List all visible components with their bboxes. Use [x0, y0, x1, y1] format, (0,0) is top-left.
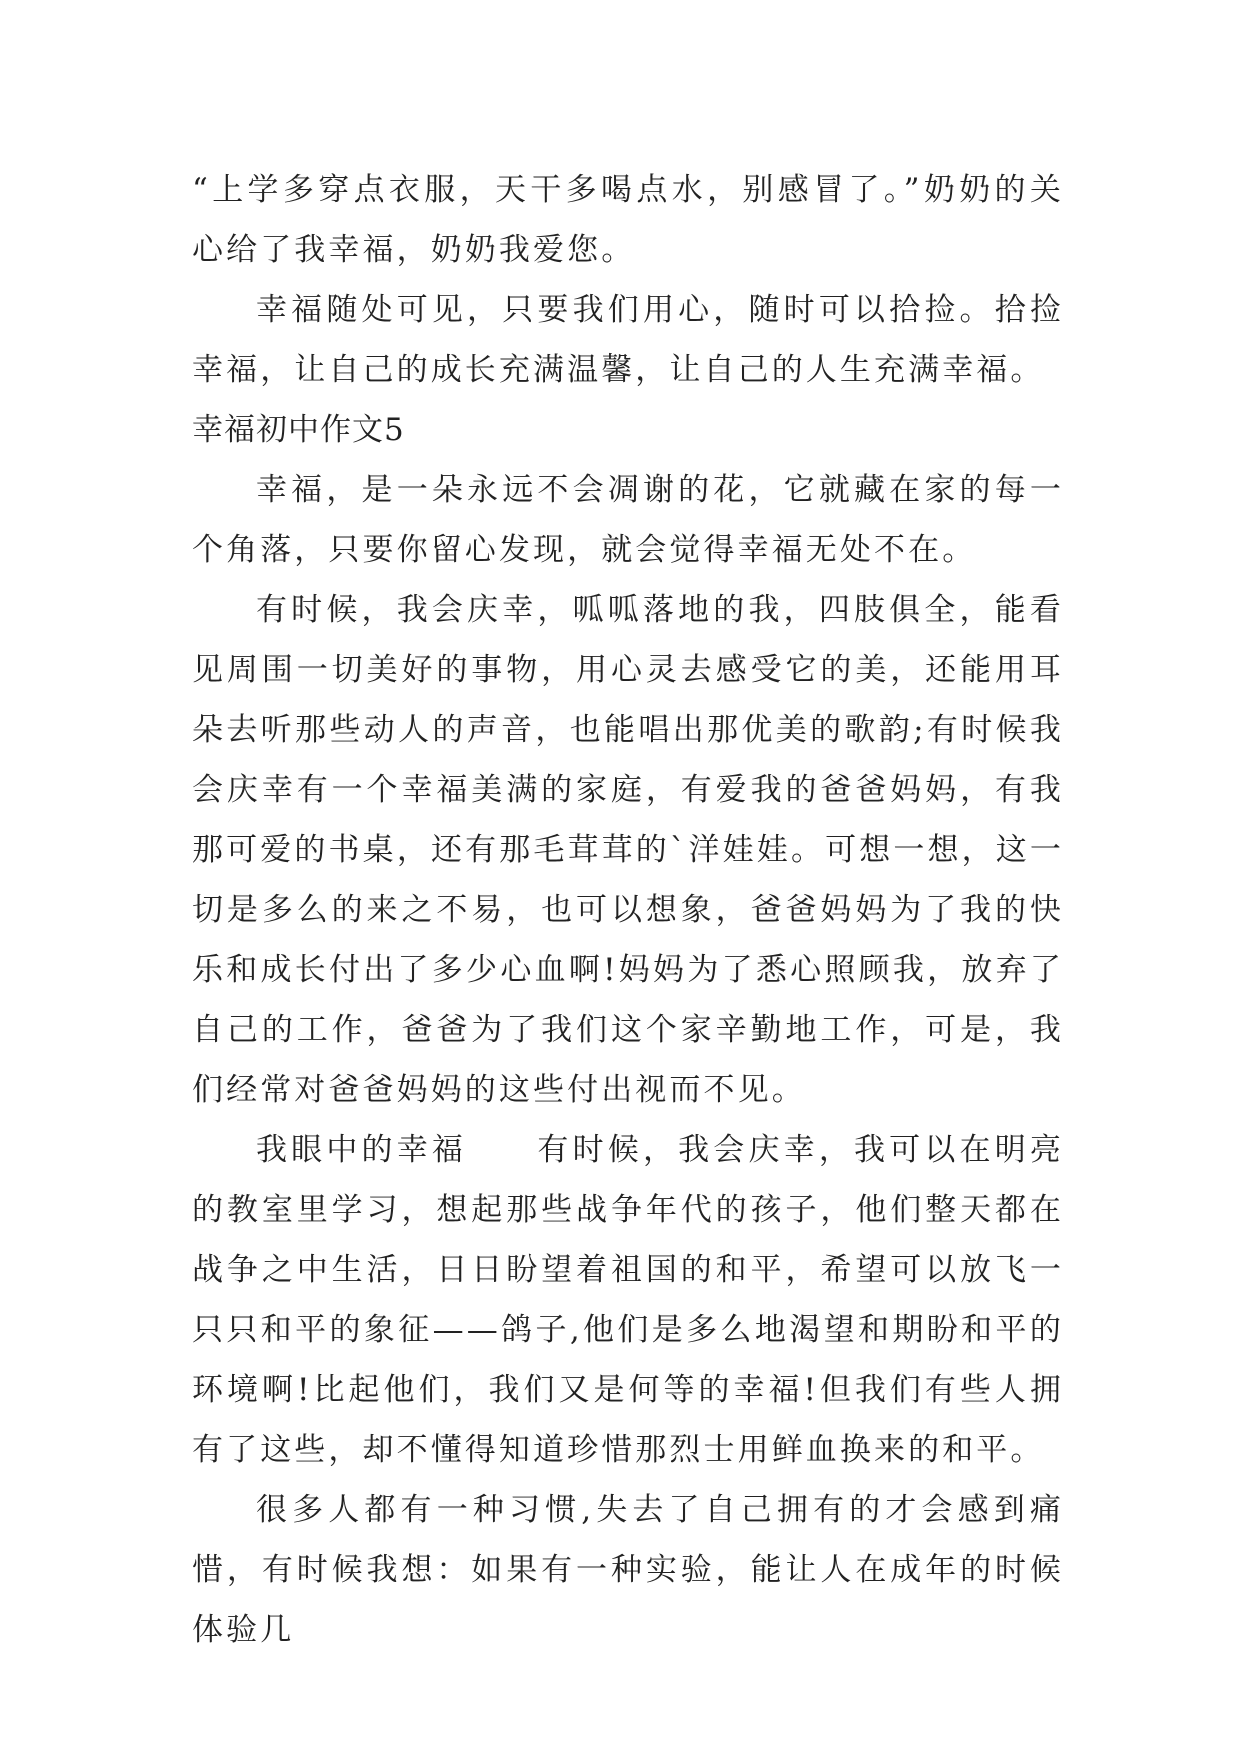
- paragraph-grandma-care: “上学多穿点衣服，天干多喝点水，别感冒了。”奶奶的关心给了我幸福，奶奶我爱您。: [192, 172, 1064, 268]
- essay-heading: 幸福初中作文5: [192, 412, 405, 448]
- paragraph-happiness-everywhere: 幸福随处可见，只要我们用心，随时可以拾捡。拾捡幸福，让自己的成长充满温馨，让自己的人生充满幸福。: [192, 292, 1064, 388]
- paragraph-peace: 我眼中的幸福 有时候，我会庆幸，我可以在明亮的教室里学习，想起那些战争年代的孩子，他们整天都在战争之中生活，日日盼望着祖国的和平，希望可以放飞一只只和平的象征——鸽子,他们是多么地渴望和期盼和平的环境啊!比起他们，我们又是何等的幸福!但我们有些人拥有了这些，却不懂得知道珍惜那烈士用鲜血换来的和平。: [192, 1132, 1064, 1468]
- essay-body: [192, 160, 1064, 1660]
- paragraph-habit: 很多人都有一种习惯,失去了自己拥有的才会感到痛惜，有时候我想：如果有一种实验，能让人在成年的时候体验几: [192, 1492, 1064, 1648]
- paragraph-happiness-flower: 幸福，是一朵永远不会凋谢的花，它就藏在家的每一个角落，只要你留心发现，就会觉得幸福无处不在。: [192, 472, 1064, 568]
- paragraph-grateful-family: 有时候，我会庆幸，呱呱落地的我，四肢俱全，能看见周围一切美好的事物，用心灵去感受它的美，还能用耳朵去听那些动人的声音，也能唱出那优美的歌韵;有时候我会庆幸有一个幸福美满的家庭，有爱我的爸爸妈妈，有我那可爱的书桌，还有那毛茸茸的`洋娃娃。可想一想，这一切是多么的来之不易，也可以想象，爸爸妈妈为了我的快乐和成长付出了多少心血啊!妈妈为了悉心照顾我，放弃了自己的工作，爸爸为了我们这个家辛勤地工作，可是，我们经常对爸爸妈妈的这些付出视而不见。: [192, 592, 1064, 1108]
